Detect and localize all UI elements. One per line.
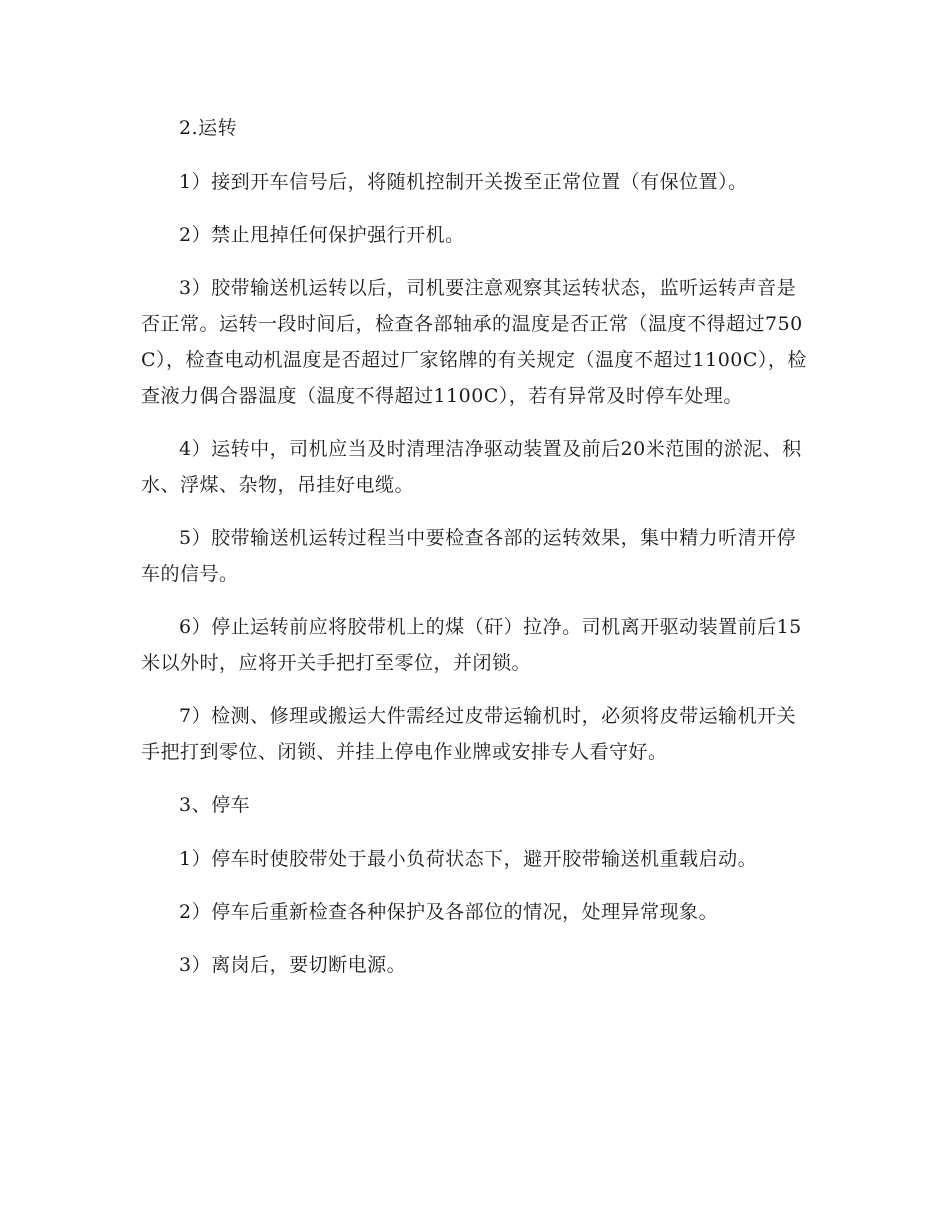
operation-item-6: 6）停止运转前应将胶带机上的煤（矸）拉净。司机离开驱动装置前后15米以外时，应将开关手把打至零位，并闭锁。 bbox=[141, 616, 802, 674]
operation-item-4: 4）运转中，司机应当及时清理洁净驱动装置及前后20米范围的淤泥、积水、浮煤、杂物，吊挂好电缆。 bbox=[141, 438, 802, 496]
operation-item-5: 5）胶带输送机运转过程当中要检查各部的运转效果，集中精力听清开停车的信号。 bbox=[141, 527, 797, 585]
operation-item-1: 1）接到开车信号后，将随机控制开关拨至正常位置（有保位置）。 bbox=[179, 171, 748, 193]
document-body bbox=[141, 110, 811, 1000]
operation-item-2: 2）禁止甩掉任何保护强行开机。 bbox=[179, 224, 465, 246]
stop-item-3: 3）离岗后，要切断电源。 bbox=[179, 954, 407, 976]
section-heading-operation: 2.运转 bbox=[179, 117, 238, 139]
stop-item-2: 2）停车后重新检查各种保护及各部位的情况，处理异常现象。 bbox=[179, 901, 719, 923]
stop-item-1: 1）停车时使胶带处于最小负荷状态下，避开胶带输送机重载启动。 bbox=[179, 848, 758, 870]
section-heading-stop: 3、停车 bbox=[179, 794, 251, 816]
operation-item-7: 7）检测、修理或搬运大件需经过皮带运输机时，必须将皮带运输机开关手把打到零位、闭锁、并挂上停电作业牌或安排专人看守好。 bbox=[141, 705, 797, 763]
operation-item-3: 3）胶带输送机运转以后，司机要注意观察其运转状态，监听运转声音是否正常。运转一段时间后，检查各部轴承的温度是否正常（温度不得超过750C），检查电动机温度是否超过厂家铭牌的有关规定（温度不超过1100C），检查液力偶合器温度（温度不得超过1100C），若有异常及时停车处理。 bbox=[141, 277, 807, 407]
